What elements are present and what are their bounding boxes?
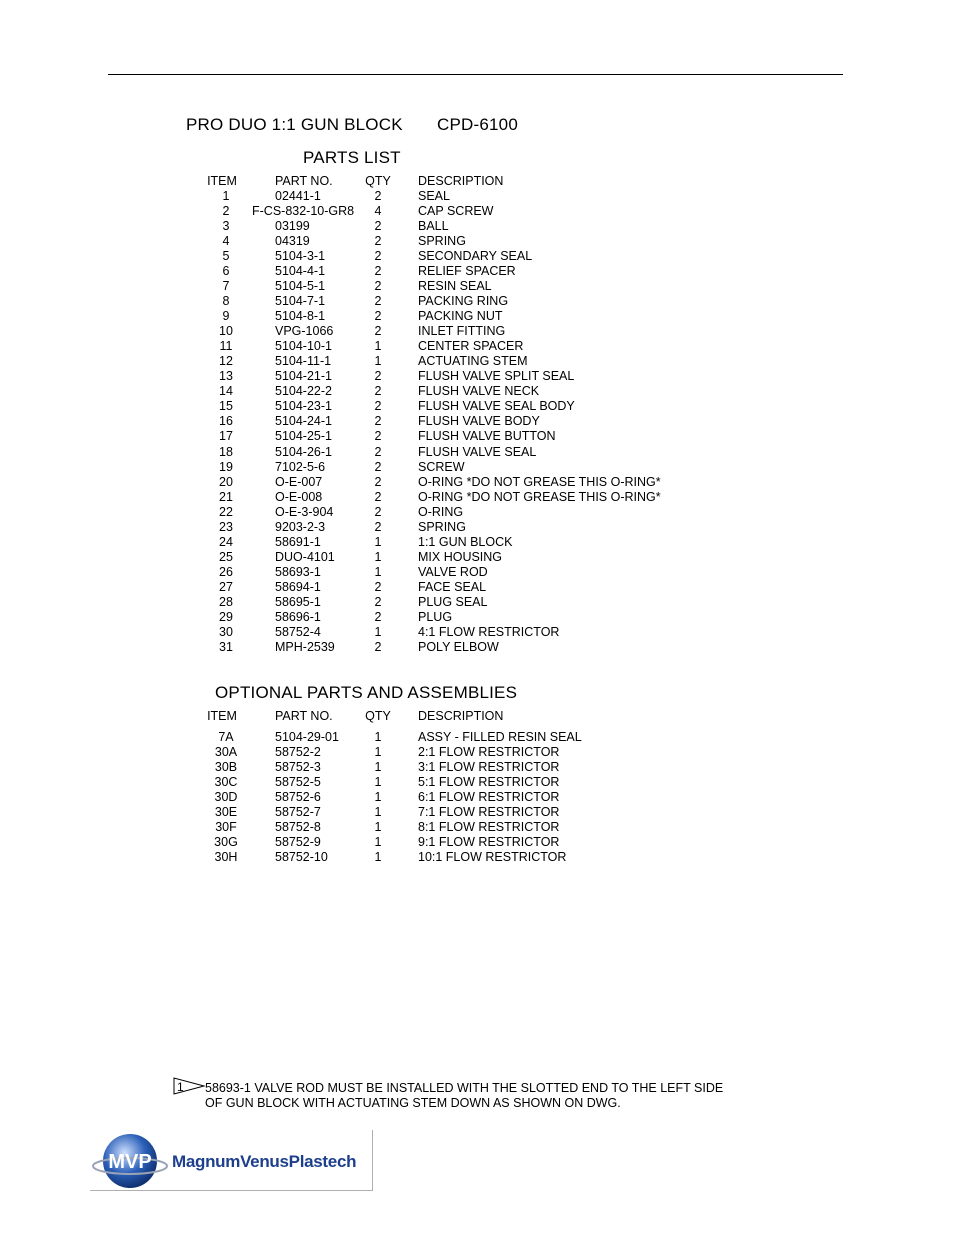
row-item: 10 [219, 324, 233, 339]
table-row [0, 625, 954, 640]
row-part-number: 5104-24-1 [275, 414, 332, 429]
row-qty: 1 [374, 745, 382, 760]
row-part-number: 5104-29-01 [275, 730, 339, 744]
company-logo [90, 1130, 373, 1191]
row-qty: 1 [374, 760, 382, 775]
row-qty: 2 [374, 519, 382, 534]
row-part-number: 58694-1 [275, 579, 321, 594]
logo-wordmark: MagnumVenusPlastech [172, 1152, 357, 1171]
row-qty: 2 [374, 489, 382, 504]
row-item: 13 [219, 369, 233, 384]
row-description: SPRING [418, 519, 466, 534]
row-item: 8 [222, 294, 230, 309]
table-row [0, 399, 954, 414]
column-header-description: DESCRIPTION [418, 174, 504, 188]
row-description: SPRING [418, 234, 466, 249]
row-description: INLET FITTING [418, 324, 506, 339]
row-part-number: 5104-23-1 [275, 399, 332, 414]
row-part-number: 58696-1 [275, 609, 321, 624]
table-row [0, 324, 954, 339]
table-row [0, 309, 954, 324]
table-row [0, 790, 954, 805]
row-item: 29 [219, 609, 233, 624]
row-qty: 2 [374, 249, 382, 264]
row-qty: 1 [374, 835, 382, 850]
row-description: BALL [418, 219, 449, 234]
table-row [0, 294, 954, 309]
row-item: 17 [219, 429, 233, 444]
row-part-number: VPG-1066 [275, 324, 334, 339]
row-item: 24 [219, 534, 233, 549]
row-part-number: 5104-22-2 [275, 384, 332, 399]
row-part-number: O-E-007 [275, 474, 323, 489]
table-row [0, 520, 954, 535]
row-item: 27 [219, 579, 233, 594]
row-item: 14 [219, 384, 233, 399]
installation-note [205, 1081, 723, 1111]
note-flag-icon [173, 1077, 205, 1095]
row-description: 4:1 FLOW RESTRICTOR [418, 624, 560, 639]
row-part-number: 58695-1 [275, 594, 321, 609]
row-qty: 2 [374, 579, 382, 594]
column-header-description: DESCRIPTION [418, 709, 504, 723]
row-item: 7A [218, 730, 234, 744]
table-row [0, 595, 954, 610]
table-row [0, 414, 954, 429]
column-header-part: PART NO. [275, 709, 333, 723]
row-description: MIX HOUSING [418, 549, 503, 564]
column-header-qty: QTY [365, 709, 391, 723]
row-part-number: 58752-6 [275, 790, 321, 805]
row-item: 30G [214, 835, 238, 850]
row-part-number: DUO-4101 [275, 549, 335, 564]
table-row [0, 249, 954, 264]
table-row [0, 429, 954, 444]
row-qty: 2 [374, 189, 382, 203]
row-qty: 1 [374, 730, 382, 744]
row-qty: 1 [374, 564, 382, 579]
row-qty: 2 [374, 234, 382, 249]
row-description: FLUSH VALVE SPLIT SEAL [418, 369, 575, 384]
row-item: 22 [219, 504, 233, 519]
table-row [0, 369, 954, 384]
row-qty: 2 [374, 294, 382, 309]
row-part-number: O-E-008 [275, 489, 323, 504]
row-description: O-RING *DO NOT GREASE THIS O-RING* [418, 474, 661, 489]
row-item: 30A [214, 745, 238, 760]
table-row [0, 505, 954, 520]
row-item: 1 [222, 189, 230, 203]
row-item: 30 [219, 624, 233, 639]
table-row [0, 805, 954, 820]
table-row [0, 264, 954, 279]
row-part-number: 02441-1 [275, 189, 321, 203]
column-header-part: PART NO. [275, 174, 333, 188]
row-part-number: 5104-4-1 [275, 264, 326, 279]
row-item: 21 [219, 489, 233, 504]
row-description: ASSY - FILLED RESIN SEAL [418, 730, 582, 744]
column-header-item: ITEM [207, 709, 237, 723]
table-row [0, 219, 954, 234]
row-qty: 1 [374, 805, 382, 820]
table-row [0, 640, 954, 655]
row-item: 30D [214, 790, 238, 805]
row-description: 6:1 FLOW RESTRICTOR [418, 790, 560, 805]
row-item: 9 [222, 309, 230, 324]
row-qty: 2 [374, 309, 382, 324]
row-part-number: 58752-7 [275, 805, 321, 820]
row-description: PLUG [418, 609, 453, 624]
table-row [0, 835, 954, 850]
row-part-number: 5104-11-1 [275, 354, 332, 369]
column-header-qty: QTY [365, 174, 391, 188]
row-item: 25 [219, 549, 233, 564]
row-qty: 1 [374, 549, 382, 564]
row-qty: 1 [374, 624, 382, 639]
row-qty: 2 [374, 414, 382, 429]
row-item: 30C [214, 775, 238, 790]
row-item: 30H [214, 850, 238, 865]
row-description: 7:1 FLOW RESTRICTOR [418, 805, 560, 820]
row-qty: 1 [374, 820, 382, 835]
table-row [0, 490, 954, 505]
optional-parts-heading: OPTIONAL PARTS AND ASSEMBLIES [215, 683, 518, 702]
row-part-number: 5104-10-1 [275, 339, 332, 354]
row-description: FLUSH VALVE BUTTON [418, 429, 556, 444]
table-row [0, 565, 954, 580]
row-item: 16 [219, 414, 233, 429]
row-description: RESIN SEAL [418, 279, 492, 294]
row-item: 5 [222, 249, 230, 264]
row-qty: 2 [374, 609, 382, 624]
row-description: SEAL [418, 189, 450, 203]
row-description: POLY ELBOW [418, 639, 499, 654]
table-row [0, 580, 954, 595]
row-qty: 2 [374, 639, 382, 654]
row-part-number: 5104-3-1 [275, 249, 326, 264]
row-description: 5:1 FLOW RESTRICTOR [418, 775, 560, 790]
row-description: VALVE ROD [418, 564, 488, 579]
note-line-1: 58693-1 VALVE ROD MUST BE INSTALLED WITH THE SLOTTED END TO THE LEFT SIDE [205, 1081, 724, 1095]
table-row [0, 460, 954, 475]
row-item: 12 [219, 354, 233, 369]
row-description: PLUG SEAL [418, 594, 488, 609]
row-part-number: 58752-5 [275, 775, 321, 790]
row-qty: 2 [374, 324, 382, 339]
row-item: 7 [222, 279, 230, 294]
row-part-number: 58691-1 [275, 534, 321, 549]
row-part-number: O-E-3-904 [275, 504, 334, 519]
row-part-number: 5104-25-1 [275, 429, 332, 444]
row-description: 3:1 FLOW RESTRICTOR [418, 760, 560, 775]
row-description: PACKING RING [418, 294, 509, 309]
mvp-globe-icon [90, 1130, 170, 1190]
row-qty: 4 [374, 204, 382, 219]
row-item: 18 [219, 444, 233, 459]
row-qty: 1 [374, 790, 382, 805]
row-description: O-RING [418, 504, 464, 519]
row-description: SECONDARY SEAL [418, 249, 533, 264]
table-row [0, 550, 954, 565]
row-description: FLUSH VALVE SEAL [418, 444, 537, 459]
row-part-number: 58752-2 [275, 745, 321, 760]
row-qty: 2 [374, 594, 382, 609]
row-part-number: F-CS-832-10-GR8 [252, 204, 355, 219]
table-row [0, 775, 954, 790]
row-description: CAP SCREW [418, 204, 494, 219]
row-item: 15 [219, 399, 233, 414]
row-qty: 2 [374, 474, 382, 489]
row-part-number: 03199 [275, 219, 310, 234]
row-item: 4 [222, 234, 230, 249]
row-part-number: 7102-5-6 [275, 459, 326, 474]
row-part-number: 58693-1 [275, 564, 321, 579]
row-qty: 2 [374, 369, 382, 384]
logo-mark: MVP [108, 1151, 152, 1173]
row-description: RELIEF SPACER [418, 264, 516, 279]
table-row [0, 760, 954, 775]
part-number-title: CPD-6100 [437, 115, 518, 134]
table-row [0, 384, 954, 399]
row-item: 20 [219, 474, 233, 489]
row-description: ACTUATING STEM [418, 354, 528, 369]
row-item: 28 [219, 594, 233, 609]
row-description: 1:1 GUN BLOCK [418, 534, 513, 549]
table-row [0, 204, 954, 219]
row-qty: 1 [374, 534, 382, 549]
row-part-number: 9203-2-3 [275, 519, 326, 534]
row-item: 6 [222, 264, 230, 279]
row-item: 3 [222, 219, 230, 234]
row-description: 9:1 FLOW RESTRICTOR [418, 835, 560, 850]
row-description: FLUSH VALVE SEAL BODY [418, 399, 575, 414]
row-description: PACKING NUT [418, 309, 503, 324]
table-row [0, 820, 954, 835]
table-row [0, 730, 954, 745]
row-description: FLUSH VALVE BODY [418, 414, 540, 429]
row-qty: 2 [374, 429, 382, 444]
table-row [0, 339, 954, 354]
parts-list-heading: PARTS LIST [303, 148, 401, 167]
row-qty: 1 [374, 850, 382, 865]
row-description: FACE SEAL [418, 579, 487, 594]
table-row [0, 445, 954, 460]
row-item: 30F [215, 820, 237, 835]
row-item: 23 [219, 519, 233, 534]
row-part-number: MPH-2539 [275, 639, 335, 654]
table-row [0, 745, 954, 760]
row-item: 26 [219, 564, 233, 579]
row-description: O-RING *DO NOT GREASE THIS O-RING* [418, 489, 661, 504]
row-item: 19 [219, 459, 233, 474]
row-qty: 2 [374, 399, 382, 414]
row-qty: 1 [374, 354, 382, 369]
row-part-number: 5104-26-1 [275, 444, 332, 459]
row-item: 2 [222, 204, 230, 219]
row-description: 10:1 FLOW RESTRICTOR [418, 850, 567, 865]
document-title: PRO DUO 1:1 GUN BLOCK [186, 115, 403, 134]
row-qty: 2 [374, 384, 382, 399]
table-row [0, 279, 954, 294]
table-row [0, 189, 954, 204]
table-row [0, 535, 954, 550]
row-description: FLUSH VALVE NECK [418, 384, 540, 399]
row-part-number: 5104-7-1 [275, 294, 326, 309]
row-part-number: 5104-21-1 [275, 369, 332, 384]
row-qty: 2 [374, 219, 382, 234]
parts-list-header-row [0, 174, 954, 189]
table-row [0, 234, 954, 249]
row-part-number: 58752-3 [275, 760, 321, 775]
row-qty: 2 [374, 459, 382, 474]
header-rule [108, 74, 843, 75]
row-item: 30E [214, 805, 238, 820]
row-qty: 2 [374, 444, 382, 459]
table-row [0, 850, 954, 865]
row-part-number: 5104-8-1 [275, 309, 326, 324]
row-part-number: 04319 [275, 234, 310, 249]
optional-parts-header-row [0, 709, 954, 724]
table-row [0, 610, 954, 625]
row-description: 8:1 FLOW RESTRICTOR [418, 820, 560, 835]
note-line-2: OF GUN BLOCK WITH ACTUATING STEM DOWN AS SHOWN ON DWG. [205, 1096, 621, 1110]
row-description: CENTER SPACER [418, 339, 524, 354]
column-header-item: ITEM [207, 174, 237, 188]
table-row [0, 475, 954, 490]
row-qty: 1 [374, 775, 382, 790]
table-row [0, 354, 954, 369]
row-item: 31 [219, 639, 233, 654]
row-qty: 1 [374, 339, 382, 354]
note-flag-number: 1 [177, 1080, 184, 1094]
row-part-number: 58752-8 [275, 820, 321, 835]
row-description: SCREW [418, 459, 465, 474]
row-qty: 2 [374, 264, 382, 279]
row-qty: 2 [374, 279, 382, 294]
row-part-number: 5104-5-1 [275, 279, 326, 294]
row-part-number: 58752-9 [275, 835, 321, 850]
row-part-number: 58752-10 [275, 850, 328, 865]
row-description: 2:1 FLOW RESTRICTOR [418, 745, 560, 760]
row-item: 30B [214, 760, 238, 775]
row-item: 11 [219, 339, 233, 354]
row-qty: 2 [374, 504, 382, 519]
row-part-number: 58752-4 [275, 624, 321, 639]
